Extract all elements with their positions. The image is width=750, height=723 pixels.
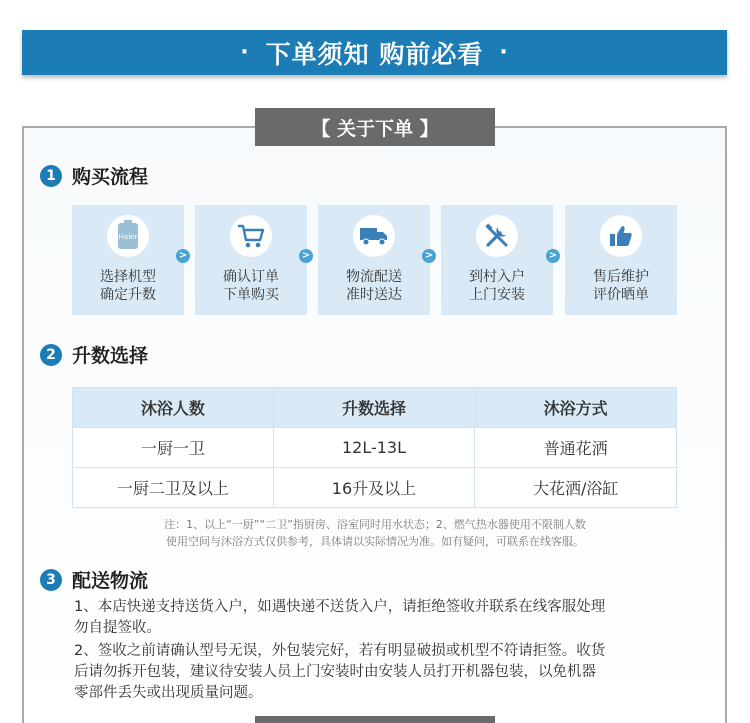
flow-step-delivery [318,205,430,315]
flow-arrow-icon: > [422,249,436,263]
table-cell: 16升及以上 [273,468,475,508]
step-label-line1: 选择机型 [100,269,156,285]
thumbs-up-icon [600,215,642,257]
delivery-paragraph-1 [74,597,674,639]
paragraph-line: 2、签收之前请确认型号无误，外包装完好，若有明显破损或机型不符请拒签。收货 [74,643,606,659]
header-banner [22,30,727,75]
flow-step-confirm-order [195,205,307,315]
section-heading-purchase-flow [40,162,148,189]
brand-logo-text: Haier [118,233,138,241]
table-header-cell: 沐浴人数 [73,388,274,428]
section-tab-about-order: 【 关于下单 】 [255,108,495,146]
delivery-paragraph-2 [74,641,674,704]
paragraph-line: 1、本店快递支持送货入户，如遇快递不送货入户，请拒绝签收并联系在线客服处理 [74,599,606,615]
section-title: 配送物流 [72,570,149,592]
capacity-table [72,387,677,508]
flow-arrow-icon: > [546,249,560,263]
note-line: 使用空间与沐浴方式仅供参考，具体请以实际情况为准。如有疑问，可联系在线客服。 [166,535,584,548]
banner-dot-right: · [499,40,509,65]
flow-step-after-sales [565,205,677,315]
table-header-row [73,388,677,428]
table-row [73,428,677,468]
section-title: 购买流程 [72,166,149,188]
step-label-line2: 上门安装 [469,287,525,303]
table-cell: 一厨二卫及以上 [73,468,274,508]
table-cell: 一厨一卫 [73,428,274,468]
step-label-line1: 物流配送 [346,269,402,285]
paragraph-line: 零部件丢失或出现质量问题。 [74,685,263,701]
step-label-line2: 下单购买 [223,287,279,303]
section-title: 升数选择 [72,345,149,367]
table-row [73,468,677,508]
note-line: 注：1、以上“一厨”“二卫”指厨房、浴室同时用水状态；2、燃气热水器使用不限制人数 [164,518,586,531]
section-heading-capacity [40,341,148,368]
section-heading-delivery [40,566,148,593]
capacity-note [80,516,670,550]
table-cell: 普通花洒 [475,428,677,468]
step-label-line1: 售后维护 [593,269,649,285]
table-cell: 大花洒/浴缸 [475,468,677,508]
flow-step-select-model [72,205,184,315]
table-cell: 12L-13L [273,428,475,468]
section-number: 1 [40,165,62,187]
tools-icon [476,215,518,257]
table-header-cell: 升数选择 [273,388,475,428]
step-label-line2: 准时送达 [346,287,402,303]
flow-step-install [441,205,553,315]
paragraph-line: 后请勿拆开包装，建议待安装人员上门安装时由安装人员打开机器包装，以免机器 [74,664,596,680]
step-label-line2: 评价晒单 [593,287,649,303]
flow-arrow-icon: > [176,249,190,263]
cart-icon [230,215,272,257]
section-number: 2 [40,344,62,366]
water-heater-icon [107,215,149,257]
paragraph-line: 勿自提签收。 [74,620,161,636]
table-header-cell: 沐浴方式 [475,388,677,428]
banner-title: 下单须知 购前必看 [265,39,484,69]
truck-icon [353,215,395,257]
step-label-line2: 确定升数 [100,287,156,303]
bottom-tab-strip [255,716,495,723]
flow-arrow-icon: > [299,249,313,263]
banner-dot-left: · [240,40,250,65]
step-label-line1: 确认订单 [223,269,279,285]
section-number: 3 [40,569,62,591]
step-label-line1: 到村入户 [469,269,525,285]
